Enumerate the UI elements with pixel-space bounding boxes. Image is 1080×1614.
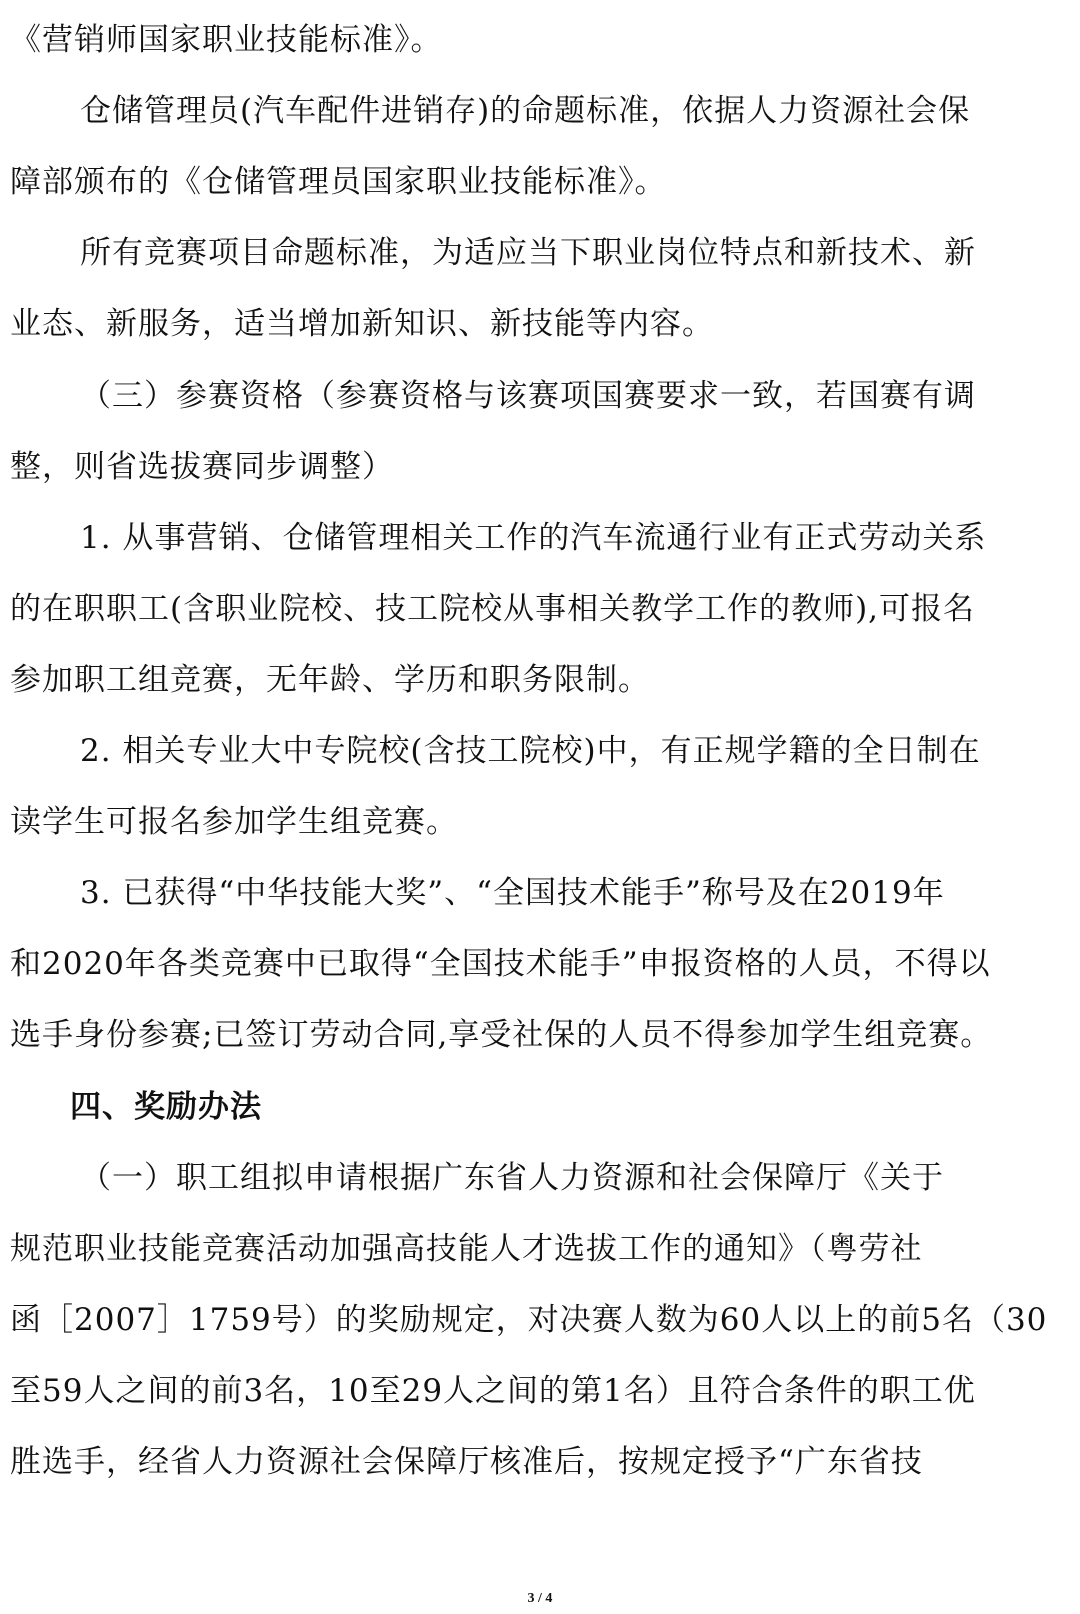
text-line: 业态、新服务，适当增加新知识、新技能等内容。 (10, 306, 714, 342)
text-line: 3. 已获得“中华技能大奖”、“全国技术能手”称号及在2019年 (80, 875, 945, 911)
text-line: 2. 相关专业大中专院校(含技工院校)中，有正规学籍的全日制在 (80, 733, 981, 769)
text-line: 读学生可报名参加学生组竞赛。 (10, 804, 458, 840)
text-line: 参加职工组竞赛，无年龄、学历和职务限制。 (10, 662, 650, 698)
section-heading: 四、奖励办法 (70, 1089, 262, 1125)
text-line: 选手身份参赛;已签订劳动合同,享受社保的人员不得参加学生组竞赛。 (10, 1017, 993, 1053)
text-line: 和2020年各类竞赛中已取得“全国技术能手”申报资格的人员，不得以 (10, 946, 991, 982)
text-line: 至59人之间的前3名，10至29人之间的第1名）且符合条件的职工优 (10, 1373, 976, 1409)
text-line: （一）职工组拟申请根据广东省人力资源和社会保障厅《关于 (80, 1160, 944, 1196)
text-line: 胜选手，经省人力资源社会保障厅核准后，按规定授予“广东省技 (10, 1444, 923, 1480)
text-line: 《营销师国家职业技能标准》。 (10, 22, 443, 58)
text-line: 仓储管理员(汽车配件进销存)的命题标准，依据人力资源社会保 (80, 93, 971, 129)
text-line: （三）参赛资格（参赛资格与该赛项国赛要求一致，若国赛有调 (80, 378, 976, 414)
text-line: 1. 从事营销、仓储管理相关工作的汽车流通行业有正式劳动关系 (80, 520, 987, 556)
page-number: 3 / 4 (527, 1591, 553, 1606)
text-line: 的在职职工(含职业院校、技工院校从事相关教学工作的教师),可报名 (10, 591, 976, 627)
text-line: 障部颁布的《仓储管理员国家职业技能标准》。 (10, 164, 667, 200)
text-line: 规范职业技能竞赛活动加强高技能人才选拔工作的通知》（粤劳社 (10, 1231, 923, 1267)
text-line: 所有竞赛项目命题标准，为适应当下职业岗位特点和新技术、新 (80, 235, 976, 271)
text-line: 函［2007］1759号）的奖励规定，对决赛人数为60人以上的前5名（30 (10, 1302, 1048, 1338)
text-line: 整，则省选拔赛同步调整） (10, 449, 394, 485)
